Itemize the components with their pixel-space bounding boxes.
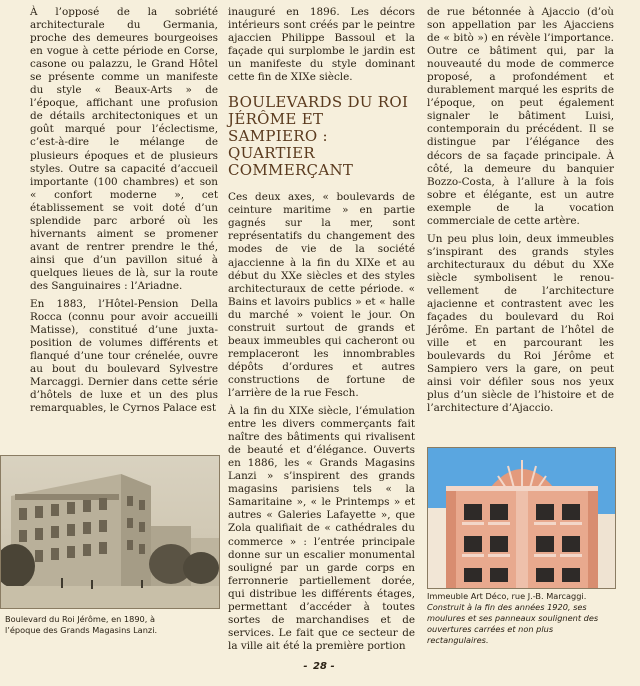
caption-description: Construit à la fin des années 1920, ses moulures et ses panneaux soulignent des ouvertures carrées et non plus rectangulaires. xyxy=(427,602,599,645)
paragraph-cyrnos-palace: inauguré en 1896. Les décors intérieurs sont créés par le peintre ajaccien Philippe Bassoul et la façade qui surplombe le jardin est un manifeste du style dominant cette fin de XIXe siècle. xyxy=(228,6,415,84)
art-deco-building-illustration xyxy=(428,448,615,588)
paragraph-boulevards: Ces deux axes, « boulevards de ceinture maritime » en partie gagnés sur la mer, sont représentatifs du changement des modes de vie de la société ajaccienne à la fin du XIXe et au début du XXe siècles et des styles architecturaux de cette période. « Bains et lavoirs publics » et « halle du marché » voient le jour. On construit surtout de grands et beaux immeubles qui cacheront ou remplaceront les innombrables dépôts d’ordures et autres constructions de fortune de l’arrière de la rue Fesch. xyxy=(228,191,415,399)
art-deco-photo-caption xyxy=(427,591,617,646)
page-number: - 28 - xyxy=(303,661,337,672)
paragraph-bito: de rue bétonnée à Ajaccio (d’où son appellation par les Ajacciens de « bitò ») en révèle l’importance. Outre ce bâtiment qui, par la nouveauté du mode de commerce proposé, a profondément et durablement marqué les esprits de l’époque, on peut également signaler le bâtiment Luisi, contemporain du précédent. Il se distingue par l’élégance des décors de sa façade principale. À côté, la demeure du banquier Bozzo-Costa, à l’allure à la fois sobre et élégante, est un autre exemple de la vocation commerciale de cette artère. xyxy=(427,6,614,227)
paragraph-art-styles: Un peu plus loin, deux immeubles s’inspirant des grands styles architecturaux du début du XXe siècle symbolisent le renou-vellement de l’architecture ajacienne et contrastent avec les façades du boulevard du Roi Jérôme. En partant de l’hôtel de ville et en parcourant les boulevards du Roi Jérôme et Sampiero vers la gare, on peut ainsi voir défiler sous nos yeux plus d’un siècle de l’histoire et de l’architecture d’Ajaccio. xyxy=(427,232,614,415)
art-deco-building-photo xyxy=(427,447,616,589)
text-column-2 xyxy=(228,6,415,658)
paragraph-della-rocca: En 1883, l’Hôtel-Pension Della Rocca (connu pour avoir accueilli Matisse), constitué d’une juxta-position de volumes différents et flanqué d’une tour crénelée, ouvre au bout du boulevard Sylvestre Marcaggi. Dernier dans cette série d’hôtels de luxe et un des plus remarquables, le Cyrnos Palace est xyxy=(30,298,218,415)
caption-line-2: l’époque des Grands Magasins Lanzi. xyxy=(5,625,158,635)
section-heading: BOULEVARDS DU ROI JÉRÔME ET SAMPIERO : QUARTIER COMMERÇANT xyxy=(228,93,409,180)
caption-title: Immeuble Art Déco, rue J.-B. Marcaggi. xyxy=(427,591,587,601)
text-column-1 xyxy=(30,6,218,420)
page-number-value: 28 xyxy=(313,661,327,672)
historic-boulevard-photo xyxy=(0,455,220,609)
paragraph-grand-hotel: À l’opposé de la sobriété architecturale du Germania, proche des demeures bourgeoises en vogue à cette période en Corse, casone ou palazzu, le Grand Hôtel se présente comme un manifeste du style « Beaux-Arts » de l’époque, affichant une profusion de détails architectoniques et un goût marqué pour l’éclectisme, c’est-à-dire le mélange de plusieurs époques et de plusieurs styles. Outre sa capacité d’accueil importante (100 chambres) et son « confort moderne », cet établissement se voit doté d’un splendide parc arboré où les hivernants aiment se promener avant de rentrer prendre le thé, ainsi que d’un pavillon situé à quelques lieues de là, sur la route des Sanguinaires : l’Ariadne. xyxy=(30,6,218,292)
paragraph-grands-magasins: À la fin du XIXe siècle, l’émulation entre les divers commerçants fait naître des bâtiments qui rivalisent de beauté et d’élégance. Ouverts en 1886, les « Grands Magasins Lanzi » s’inspirent des grands magasins parisiens tels « la Samaritaine », « le Printemps » et autres « Galeries Lafayette », que Zola qualifiait de « cathédrales du commerce » : l’entrée principale donne sur un escalier monumental souligné par un garde corps en ferronnerie partiellement dorée, qui distribue les différents étages, permettant d’accéder à toutes sortes de marchandises et de services. Le fait que ce secteur de la ville ait été la première portion xyxy=(228,405,415,652)
historic-photo-caption xyxy=(5,614,220,636)
historic-boulevard-illustration xyxy=(1,456,219,608)
text-column-3 xyxy=(427,6,614,420)
caption-line-1: Boulevard du Roi Jérôme, en 1890, à xyxy=(5,614,155,624)
